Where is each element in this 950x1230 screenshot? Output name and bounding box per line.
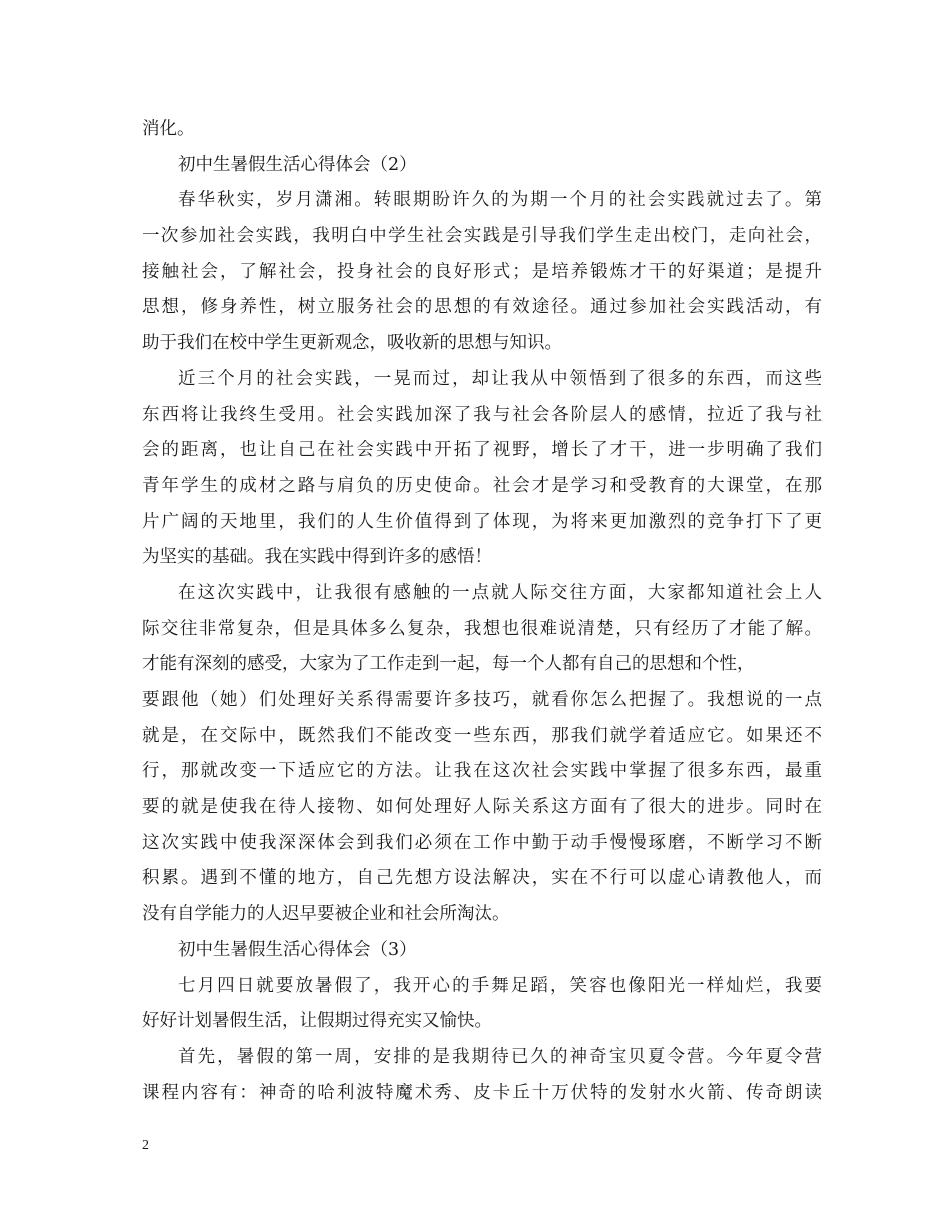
text-line: 要跟他（她）们处理好关系得需要许多技巧，就看你怎么把握了。我想说的一点 — [142, 690, 822, 710]
text-line: 课程内容有：神奇的哈利波特魔术秀、皮卡丘十万伏特的发射水火箭、传奇朗读 — [142, 1082, 822, 1103]
text-line: 东西将让我终生受用。社会实践加深了我与社会各阶层人的感情，拉近了我与社 — [142, 404, 822, 425]
text-line: 才能有深刻的感受，大家为了工作走到一起，每一个人都有自己的思想和个性， — [142, 654, 755, 675]
section-heading: 初中生暑假生活心得体会（3） — [178, 939, 417, 960]
text-line: 青年学生的成材之路与肩负的历史使命。社会才是学习和受教育的大课堂，在那 — [142, 475, 822, 496]
text-line: 一次参加社会实践，我明白中学生社会实践是引导我们学生走出校门，走向社会， — [142, 226, 822, 247]
text-line: 首先，暑假的第一周，安排的是我期待已久的神奇宝贝夏令营。今年夏令营 — [178, 1046, 822, 1067]
text-line: 这次实践中使我深深体会到我们必须在工作中勤于动手慢慢琢磨，不断学习不断 — [142, 832, 822, 853]
text-line: 片广阔的天地里，我们的人生价值得到了体现，为将来更加激烈的竞争打下了更 — [142, 511, 822, 532]
text-line: 春华秋实，岁月潇湘。转眼期盼许久的为期一个月的社会实践就过去了。第 — [178, 190, 822, 211]
text-line: 助于我们在校中学生更新观念，吸收新的思想与知识。 — [142, 333, 562, 354]
text-line: 就是，在交际中，既然我们不能改变一些东西，那我们就学着适应它。如果还不 — [142, 725, 822, 746]
text-line: 会的距离，也让自己在社会实践中开拓了视野，增长了才干，进一步明确了我们 — [142, 440, 822, 461]
text-line: 在这次实践中，让我很有感触的一点就人际交往方面，大家都知道社会上人 — [178, 582, 822, 603]
text-line: 际交往非常复杂，但是具体多么复杂，我想也很难说清楚，只有经历了才能了解。 — [142, 618, 822, 639]
text-line: 思想，修身养性，树立服务社会的思想的有效途径。通过参加社会实践活动，有 — [142, 297, 822, 318]
page-number: 2 — [142, 1138, 149, 1153]
text-line: 积累。遇到不懂的地方，自己先想方设法解决，实在不行可以虚心请教他人，而 — [142, 868, 822, 889]
text-line: 行，那就改变一下适应它的方法。让我在这次社会实践中掌握了很多东西，最重 — [142, 761, 822, 782]
text-line: 七月四日就要放暑假了，我开心的手舞足蹈，笑容也像阳光一样灿烂，我要 — [178, 975, 822, 996]
text-line: 近三个月的社会实践，一晃而过，却让我从中领悟到了很多的东西，而这些 — [178, 368, 822, 389]
section-heading: 初中生暑假生活心得体会（2） — [178, 154, 417, 175]
text-line: 好好计划暑假生活，让假期过得充实又愉快。 — [142, 1011, 492, 1032]
text-line: 为坚实的基础。我在实践中得到许多的感悟！ — [142, 547, 492, 568]
text-line: 要的就是使我在待人接物、如何处理好人际关系这方面有了很大的进步。同时在 — [142, 797, 822, 818]
text-line: 接触社会，了解社会，投身社会的良好形式；是培养锻炼才干的好渠道；是提升 — [142, 261, 822, 282]
text-line: 消化。 — [142, 119, 195, 139]
text-line: 没有自学能力的人迟早要被企业和社会所淘汰。 — [142, 904, 510, 925]
body-text — [142, 112, 822, 1111]
